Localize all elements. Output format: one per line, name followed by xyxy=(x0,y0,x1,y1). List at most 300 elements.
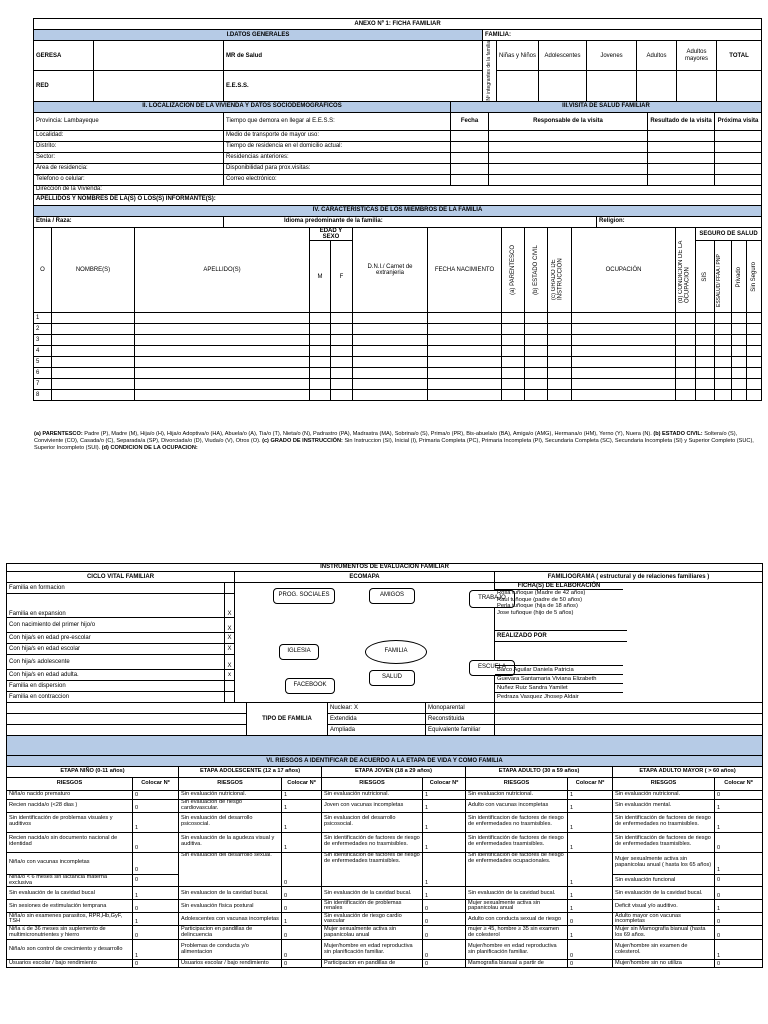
risk-count[interactable]: 0 xyxy=(568,913,613,926)
geresa-label: GERESA xyxy=(34,41,94,71)
elaboracion-lines xyxy=(495,590,762,616)
risk-count[interactable]: 0 xyxy=(568,940,613,960)
member-count-cell[interactable] xyxy=(677,71,717,101)
risk-count[interactable]: 0 xyxy=(423,926,466,940)
member-cell[interactable] xyxy=(428,357,502,368)
risk-label: Sin identificación de problemas visuales y auditivos xyxy=(7,812,133,832)
member-cell[interactable] xyxy=(52,368,135,379)
visita-cell[interactable] xyxy=(648,130,715,141)
member-cell[interactable] xyxy=(525,379,548,390)
member-cell[interactable] xyxy=(310,313,331,324)
member-count-cell[interactable] xyxy=(717,71,762,101)
member-cell[interactable] xyxy=(732,346,747,357)
member-cell[interactable] xyxy=(135,324,310,335)
member-cell[interactable] xyxy=(572,335,676,346)
member-cell[interactable] xyxy=(135,346,310,357)
col-o: O xyxy=(34,227,52,313)
member-cell[interactable] xyxy=(52,379,135,390)
member-cell[interactable] xyxy=(310,324,331,335)
member-row-number: 2 xyxy=(34,324,52,335)
member-cell[interactable] xyxy=(331,324,353,335)
member-cell[interactable] xyxy=(747,390,762,401)
visita-cell[interactable] xyxy=(648,141,715,152)
risk-label: Sin sesiones de estimulación temprana xyxy=(7,900,133,913)
risk-count[interactable]: 0 xyxy=(282,960,322,968)
member-cell[interactable] xyxy=(135,357,310,368)
risk-label: Participacion en pandillas de delincuencia xyxy=(179,926,282,940)
member-cell[interactable] xyxy=(353,335,428,346)
visita-cell[interactable] xyxy=(451,141,489,152)
risk-count[interactable]: 1 xyxy=(423,800,466,813)
member-cell[interactable] xyxy=(548,357,572,368)
member-cell[interactable] xyxy=(525,313,548,324)
ciclo-mark-1[interactable]: X xyxy=(225,594,235,618)
risk-label: Sin evaluación de la agudeza visual y auditiva. xyxy=(179,832,282,852)
risk-label: Mujer sin Mamografia bianual (hasta los 69 años. xyxy=(613,926,715,940)
risk-count[interactable]: 0 xyxy=(282,852,322,887)
risk-count[interactable]: 1 xyxy=(423,887,466,900)
risk-count[interactable]: 0 xyxy=(715,887,763,900)
member-cell[interactable] xyxy=(52,357,135,368)
member-cell[interactable] xyxy=(502,368,525,379)
realizado-title: REALIZADO POR xyxy=(495,630,627,642)
visita-cell[interactable] xyxy=(715,141,762,152)
risk-rows xyxy=(7,791,763,968)
risk-count[interactable]: 0 xyxy=(715,832,763,852)
visita-cell[interactable] xyxy=(648,152,715,163)
risk-count[interactable]: 0 xyxy=(282,887,322,900)
risk-count[interactable]: 0 xyxy=(715,960,763,968)
member-cell[interactable] xyxy=(428,346,502,357)
risk-count[interactable]: 0 xyxy=(423,900,466,913)
member-cell[interactable] xyxy=(353,313,428,324)
member-cell[interactable] xyxy=(747,346,762,357)
legend-a-text: Padre (P), Madre (M), Hija/o (H), Hija/o Adoptiva/o (HA), Abuela/o (A), Tia/o (T), Nieta/o (N), Padrastro (PA), Madrastra (MA), Sobrina/o (S), Prima/o (PR), Bis-abuela/o (BA), Amiga/o (AMG), Hermana/o (HM), Yerno (Y), Nuera (N). xyxy=(82,431,652,437)
risk-count[interactable]: 1 xyxy=(423,832,466,852)
member-cell[interactable] xyxy=(696,357,715,368)
risk-label: Mujer/hombre en edad reproductiva sin planificación familiar. xyxy=(466,940,568,960)
visita-cell[interactable] xyxy=(489,152,648,163)
member-cell[interactable] xyxy=(572,324,676,335)
red-value[interactable] xyxy=(94,71,224,101)
ecomapa-node-escuela: ESCUELA xyxy=(469,660,515,676)
stage-adulto-mayor: ETAPA ADULTO MAYOR ( > 60 años) xyxy=(613,767,763,778)
member-cell[interactable] xyxy=(732,368,747,379)
member-cell[interactable] xyxy=(747,313,762,324)
member-cell[interactable] xyxy=(331,357,353,368)
ciclo-mark-7[interactable] xyxy=(225,681,235,692)
member-cell[interactable] xyxy=(353,368,428,379)
member-cell[interactable] xyxy=(310,357,331,368)
risk-count[interactable]: 0 xyxy=(423,960,466,968)
member-cell[interactable] xyxy=(502,390,525,401)
member-cell[interactable] xyxy=(548,346,572,357)
visita-cell[interactable] xyxy=(648,174,715,185)
risk-label: Usuarios escolar / bajo rendimiento xyxy=(179,960,282,968)
ciclo-row-1: Familia en expansion xyxy=(7,594,225,618)
risk-count[interactable]: 1 xyxy=(568,832,613,852)
visita-cell[interactable] xyxy=(715,130,762,141)
member-cell[interactable] xyxy=(696,335,715,346)
risk-count[interactable]: 0 xyxy=(423,940,466,960)
risk-count[interactable]: 0 xyxy=(133,900,179,913)
member-cell[interactable] xyxy=(572,313,676,324)
member-cell[interactable] xyxy=(310,390,331,401)
member-cell[interactable] xyxy=(676,379,696,390)
risk-count[interactable]: 1 xyxy=(133,812,179,832)
risk-count[interactable]: 0 xyxy=(282,900,322,913)
visita-col-resultado: Resultado de la visita xyxy=(648,112,715,130)
seguro-sis-cell xyxy=(696,241,715,313)
risk-count[interactable]: 1 xyxy=(568,900,613,913)
risk-count[interactable]: 0 xyxy=(423,913,466,926)
member-cell[interactable] xyxy=(502,379,525,390)
member-cell[interactable] xyxy=(353,357,428,368)
legend-c-label: (c) GRADO DE INSTRUCCIÓN: xyxy=(260,437,343,444)
visita-cell[interactable] xyxy=(451,163,489,174)
risk-label: Mujer sexualmente activa sin papanicolau anual ( hasta los 65 años) xyxy=(613,852,715,874)
visita-cell[interactable] xyxy=(715,163,762,174)
member-col-adolescentes: Adolescentes xyxy=(539,41,587,71)
member-cell[interactable] xyxy=(747,324,762,335)
risk-label: Sin evaluación nutricional. xyxy=(179,791,282,800)
ciclo-row-5: Con hija/s adolescente xyxy=(7,655,225,670)
risk-count[interactable]: 1 xyxy=(568,852,613,887)
member-cell[interactable] xyxy=(353,379,428,390)
risk-label: Sin identificación de factores de riesgo de enfermedades ocupacionales. xyxy=(466,852,568,887)
risk-count[interactable]: 1 xyxy=(282,800,322,813)
member-cell[interactable] xyxy=(135,368,310,379)
member-cell[interactable] xyxy=(548,324,572,335)
risk-count[interactable]: 0 xyxy=(715,926,763,940)
risk-count[interactable]: 1 xyxy=(133,940,179,960)
member-cell[interactable] xyxy=(747,379,762,390)
member-cell[interactable] xyxy=(572,390,676,401)
risk-count[interactable]: 1 xyxy=(282,791,322,800)
red-label: RED xyxy=(34,71,94,101)
member-cell[interactable] xyxy=(331,313,353,324)
member-cell[interactable] xyxy=(310,379,331,390)
member-cell[interactable] xyxy=(548,313,572,324)
legend-d-label: (d) CONDICION DE LA OCUPACION: xyxy=(100,444,198,451)
ciclo-mark-4[interactable]: X xyxy=(225,644,235,655)
risk-row xyxy=(7,900,763,913)
member-cell[interactable] xyxy=(353,390,428,401)
tipo-left-0: Nuclear: X xyxy=(328,703,426,714)
risk-count[interactable]: 0 xyxy=(568,960,613,968)
member-cell[interactable] xyxy=(428,335,502,346)
member-row xyxy=(34,313,762,324)
risk-count[interactable]: 1 xyxy=(568,887,613,900)
seguro-sin-cell xyxy=(747,241,762,313)
member-cell[interactable] xyxy=(696,368,715,379)
member-cell[interactable] xyxy=(715,335,732,346)
member-cell[interactable] xyxy=(52,346,135,357)
visita-cell[interactable] xyxy=(451,152,489,163)
risk-label: Mujer sexualmente activa sin papanicolau anual xyxy=(322,926,423,940)
visita-cell[interactable] xyxy=(489,130,648,141)
member-cell[interactable] xyxy=(525,335,548,346)
risk-count[interactable]: 1 xyxy=(423,791,466,800)
loc-left-5: Telefono o celular: xyxy=(34,174,224,185)
member-cell[interactable] xyxy=(525,390,548,401)
member-cell[interactable] xyxy=(548,379,572,390)
risk-row xyxy=(7,960,763,968)
member-cell[interactable] xyxy=(52,335,135,346)
realizado-name: Barco Aguilar Daniela Patricia xyxy=(495,665,623,674)
visita-cell[interactable] xyxy=(451,174,489,185)
risk-row xyxy=(7,852,763,874)
member-cell[interactable] xyxy=(747,368,762,379)
ciclo-row-0: Familia en formacion xyxy=(7,583,225,594)
member-cell[interactable] xyxy=(676,390,696,401)
ciclo-mark-5[interactable]: X xyxy=(225,655,235,670)
risk-count[interactable]: 1 xyxy=(423,812,466,832)
member-cell[interactable] xyxy=(676,368,696,379)
member-cell[interactable] xyxy=(732,313,747,324)
ecomapa-node-iglesia: IGLESIA xyxy=(279,644,319,660)
member-cell[interactable] xyxy=(696,379,715,390)
member-cell[interactable] xyxy=(732,390,747,401)
risk-count[interactable]: 1 xyxy=(282,812,322,832)
risk-count[interactable]: 1 xyxy=(568,926,613,940)
member-col-ninos: Niñas y Niños xyxy=(497,41,539,71)
member-cell[interactable] xyxy=(428,324,502,335)
visita-cell[interactable] xyxy=(451,130,489,141)
tipo-familia-label: TIPO DE FAMILIA xyxy=(247,703,328,736)
risk-count[interactable]: 0 xyxy=(282,926,322,940)
visita-cell[interactable] xyxy=(489,163,648,174)
risk-count[interactable]: 1 xyxy=(133,887,179,900)
member-cell[interactable] xyxy=(331,390,353,401)
member-cell[interactable] xyxy=(715,368,732,379)
member-cell[interactable] xyxy=(676,335,696,346)
risk-label: Sin evaluación de riesgo cardiovascular. xyxy=(179,800,282,813)
risk-count[interactable]: 0 xyxy=(715,791,763,800)
col-grado-cell xyxy=(548,227,572,313)
member-count-cell[interactable] xyxy=(587,71,637,101)
member-row xyxy=(34,379,762,390)
member-cell[interactable] xyxy=(331,335,353,346)
direccion-label: Direccion de la Vivienda: xyxy=(34,185,762,194)
member-cell[interactable] xyxy=(676,324,696,335)
riesgos-col-header: RIESGOS xyxy=(179,778,282,791)
member-cell[interactable] xyxy=(428,368,502,379)
loc-right-5: Correo electrónico: xyxy=(224,174,451,185)
member-cell[interactable] xyxy=(353,324,428,335)
ciclo-mark-2[interactable]: X xyxy=(225,618,235,633)
member-cell[interactable] xyxy=(676,357,696,368)
member-count-cell[interactable] xyxy=(539,71,587,101)
ciclo-mark-6[interactable]: x xyxy=(225,670,235,681)
risk-label: Recien nacida/o (<28 dias ) xyxy=(7,800,133,813)
member-cell[interactable] xyxy=(525,324,548,335)
elaboracion-line: Raul tuñoque (padre de 50 años) xyxy=(497,596,583,603)
risk-count[interactable]: 0 xyxy=(282,940,322,960)
member-cell[interactable] xyxy=(732,324,747,335)
member-cell[interactable] xyxy=(310,346,331,357)
member-cell[interactable] xyxy=(715,379,732,390)
risk-count[interactable]: 0 xyxy=(133,960,179,968)
member-cell[interactable] xyxy=(502,324,525,335)
seguro-sin: Sin Seguro xyxy=(750,261,757,292)
member-cell[interactable] xyxy=(572,379,676,390)
member-cell[interactable] xyxy=(676,346,696,357)
member-cell[interactable] xyxy=(572,346,676,357)
member-cell[interactable] xyxy=(696,324,715,335)
risk-count[interactable]: 1 xyxy=(715,812,763,832)
member-cell[interactable] xyxy=(502,335,525,346)
risk-count[interactable]: 1 xyxy=(568,812,613,832)
member-cell[interactable] xyxy=(715,324,732,335)
localizacion-header: II. LOCALIZACIÓN DE LA VIVIENDA Y DATOS SOCIODEMOGRÁFICOS xyxy=(34,101,451,112)
risk-count[interactable]: 1 xyxy=(282,913,322,926)
member-cell[interactable] xyxy=(428,313,502,324)
risk-count[interactable]: 0 xyxy=(133,832,179,852)
member-cell[interactable] xyxy=(135,390,310,401)
instrumentos-table xyxy=(6,563,763,767)
risk-count[interactable]: 1 xyxy=(282,832,322,852)
member-cell[interactable] xyxy=(715,357,732,368)
col-ocupacion: OCUPACIÓN xyxy=(572,227,676,313)
risk-count[interactable]: 1 xyxy=(715,900,763,913)
member-cell[interactable] xyxy=(572,368,676,379)
member-cell[interactable] xyxy=(310,368,331,379)
member-cell[interactable] xyxy=(525,346,548,357)
member-cell[interactable] xyxy=(331,368,353,379)
member-cell[interactable] xyxy=(548,368,572,379)
member-count-cell[interactable] xyxy=(497,71,539,101)
legend-b-text: Soltera/o (S), Conviviente (CO), Casada/o (C), Separada/a (SP), Divorciada/o (D), Viuda/o (V), Otros (O). xyxy=(34,431,738,444)
blue-spacer xyxy=(7,736,763,756)
datos-generales-header: I.DATOS GENERALES xyxy=(34,30,483,41)
member-cell[interactable] xyxy=(502,346,525,357)
risk-row xyxy=(7,800,763,813)
member-cell[interactable] xyxy=(428,379,502,390)
visita-col-responsable: Responsable de la visita xyxy=(489,112,648,130)
colocar-col-header: Colocar Nº xyxy=(133,778,179,791)
risk-count[interactable]: 0 xyxy=(715,874,763,887)
risk-count[interactable]: 1 xyxy=(715,852,763,874)
member-cell[interactable] xyxy=(715,313,732,324)
risk-count[interactable]: 0 xyxy=(133,926,179,940)
risk-count[interactable]: 0 xyxy=(715,913,763,926)
risk-label: Problemas de conducta y/o alimentacion xyxy=(179,940,282,960)
member-cell[interactable] xyxy=(525,368,548,379)
member-cell[interactable] xyxy=(696,390,715,401)
risk-label: Mujer/hombre sin no utiliza xyxy=(613,960,715,968)
member-cell[interactable] xyxy=(331,346,353,357)
risk-count[interactable]: 0 xyxy=(133,852,179,874)
member-cell[interactable] xyxy=(428,390,502,401)
member-cell[interactable] xyxy=(696,313,715,324)
risk-label: Sin identificación de problemas renales xyxy=(322,900,423,913)
loc-right-2: Tiempo de residencia en el domicilio actual: xyxy=(224,141,451,152)
col-seguro: SEGURO DE SALUD xyxy=(696,227,762,241)
risk-count[interactable]: 0 xyxy=(133,791,179,800)
risk-label: Niña/o con vacunas incompletas xyxy=(7,852,133,874)
member-cell[interactable] xyxy=(572,357,676,368)
miembros-table xyxy=(33,227,762,402)
member-cell[interactable] xyxy=(732,379,747,390)
member-cell[interactable] xyxy=(52,390,135,401)
member-cell[interactable] xyxy=(732,335,747,346)
blank-cell xyxy=(7,703,247,714)
member-cell[interactable] xyxy=(353,346,428,357)
geresa-value[interactable] xyxy=(94,41,224,71)
col-estado-civil: (b) ESTADO CIVIL xyxy=(532,244,539,295)
visita-cell[interactable] xyxy=(715,174,762,185)
risk-count[interactable]: 1 xyxy=(423,852,466,887)
riesgos-col-header: RIESGOS xyxy=(466,778,568,791)
loc-right-1: Medio de transporte de mayor uso: xyxy=(224,130,451,141)
risk-label: Adulto con vacunas incompletas xyxy=(466,800,568,813)
member-row xyxy=(34,368,762,379)
risk-count[interactable]: 1 xyxy=(568,800,613,813)
col-m: M xyxy=(310,241,331,313)
member-cell[interactable] xyxy=(548,390,572,401)
risk-label: Participacion en pandillas de xyxy=(322,960,423,968)
risk-count[interactable]: 0 xyxy=(133,874,179,887)
visita-cell[interactable] xyxy=(648,163,715,174)
member-cell[interactable] xyxy=(696,346,715,357)
risk-count[interactable]: 1 xyxy=(715,940,763,960)
risk-label: mujer ≥ 45, hombre ≥ 35 sin examen de colesterol xyxy=(466,926,568,940)
member-cell[interactable] xyxy=(732,357,747,368)
member-cell[interactable] xyxy=(502,313,525,324)
loc-left-1: Localidad: xyxy=(34,130,224,141)
member-cell[interactable] xyxy=(548,335,572,346)
member-cell[interactable] xyxy=(676,313,696,324)
risk-label: Niña ≤ de 36 meses sin suplemento de multimicronutrientes y hierro xyxy=(7,926,133,940)
member-cell[interactable] xyxy=(52,313,135,324)
ciclo-mark-8[interactable] xyxy=(225,692,235,703)
member-cell[interactable] xyxy=(135,335,310,346)
member-cell[interactable] xyxy=(135,313,310,324)
risk-count[interactable]: 1 xyxy=(568,791,613,800)
risk-count[interactable]: 0 xyxy=(133,800,179,813)
risk-count[interactable]: 1 xyxy=(715,800,763,813)
riesgos-col-header: RIESGOS xyxy=(7,778,133,791)
member-cell[interactable] xyxy=(715,346,732,357)
risk-count[interactable]: 1 xyxy=(133,913,179,926)
realizado-name: Nuñez Ruiz Sandra Yamilet xyxy=(495,683,623,692)
member-cell[interactable] xyxy=(310,335,331,346)
member-cell[interactable] xyxy=(135,379,310,390)
realizado-lines xyxy=(495,665,623,701)
visita-cell[interactable] xyxy=(489,174,648,185)
visita-cell[interactable] xyxy=(715,152,762,163)
member-row-number: 1 xyxy=(34,313,52,324)
risk-label: Niña/o < 6 meses sin lactancia materna exclusiva xyxy=(7,874,133,887)
member-cell[interactable] xyxy=(747,335,762,346)
member-cell[interactable] xyxy=(747,357,762,368)
ciclo-mark-0[interactable] xyxy=(225,583,235,594)
stage-adolescente: ETAPA ADOLESCENTE (12 a 17 años) xyxy=(179,767,322,778)
member-cell[interactable] xyxy=(52,324,135,335)
risk-label: Adolescentes con vacunas incompletas xyxy=(179,913,282,926)
risk-label: Sin evaluacion del desarrollo psicosocial. xyxy=(322,812,423,832)
member-cell[interactable] xyxy=(525,357,548,368)
member-cell[interactable] xyxy=(715,390,732,401)
visita-cell[interactable] xyxy=(489,141,648,152)
member-cell[interactable] xyxy=(331,379,353,390)
member-count-cell[interactable] xyxy=(637,71,677,101)
ciclo-mark-3[interactable]: X xyxy=(225,633,235,644)
col-condicion: (d) CONDICION DE LA OCUPACION xyxy=(678,240,691,303)
risk-label: Sin identificación de factores de riesgo de enfermedades trasmisibles. xyxy=(466,832,568,852)
member-cell[interactable] xyxy=(502,357,525,368)
